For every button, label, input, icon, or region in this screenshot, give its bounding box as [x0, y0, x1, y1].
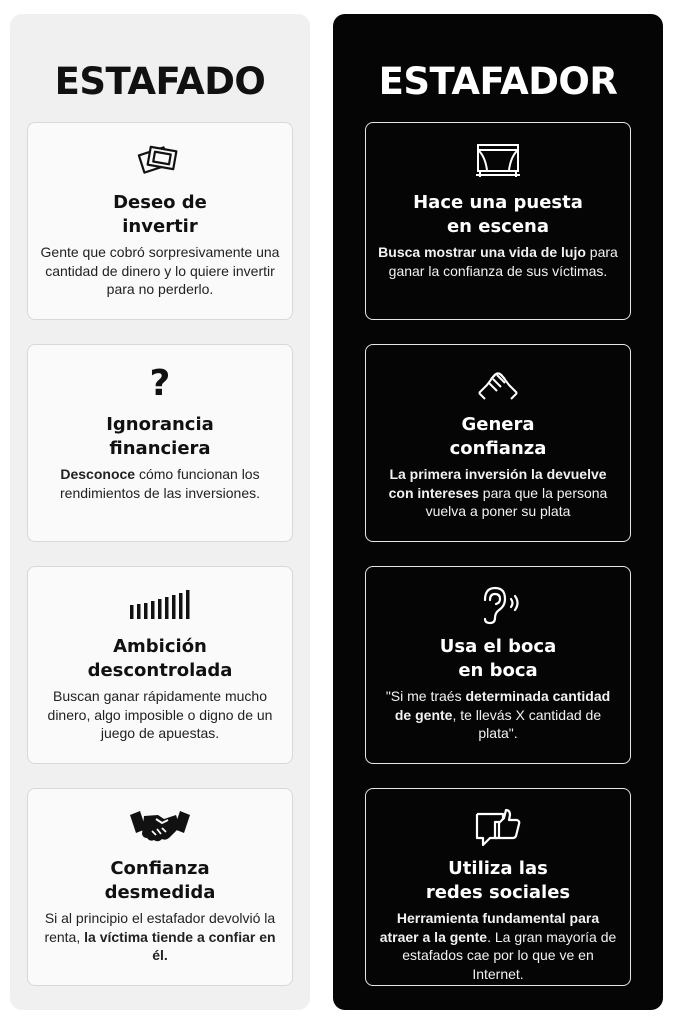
- card-puesta-en-escena: [365, 122, 631, 320]
- description-text: para ganar la confianza de sus víctimas.: [388, 244, 618, 279]
- card-title: Genera confianza: [449, 414, 547, 459]
- emphasis-text: Busca mostrar una vida de lujo: [378, 244, 586, 260]
- victim-column: [10, 14, 310, 1010]
- rising-bars-icon: [28, 585, 292, 625]
- card-title: Utiliza las redes sociales: [425, 858, 571, 903]
- card-title: Confianza desmedida: [104, 858, 216, 903]
- card-description: [38, 687, 282, 743]
- column-title-estafador: ESTAFADOR: [378, 60, 618, 103]
- money-bills-icon: [28, 141, 292, 181]
- description-text: . La gran mayoría de estafados cae por lo que ve en Internet.: [402, 928, 617, 982]
- card-description: [376, 465, 620, 521]
- card-title: Hace una puesta en escena: [413, 192, 583, 237]
- card-deseo-de-invertir: [27, 122, 293, 320]
- emphasis-text: Desconoce: [60, 466, 136, 482]
- description-text: cómo funcionan los rendimientos de las inversiones.: [60, 466, 260, 501]
- ear-sound-icon: [366, 585, 630, 625]
- card-description: [38, 909, 282, 965]
- thumbs-up-chat-icon: [366, 807, 630, 847]
- card-ignorancia-financiera: [27, 344, 293, 542]
- card-description: [376, 243, 620, 280]
- question-mark-icon: [28, 363, 292, 403]
- description-text: , te llevás X cantidad de plata".: [452, 706, 602, 741]
- handshake-icon: [28, 807, 292, 847]
- description-text: "Si me traés: [385, 688, 466, 704]
- card-confianza-desmedida: [27, 788, 293, 986]
- card-description: [38, 243, 282, 299]
- stage-curtain-icon: [366, 141, 630, 181]
- card-title: Ignorancia financiera: [106, 414, 214, 459]
- svg-text:?: ?: [149, 363, 171, 403]
- clasped-hands-icon: [366, 363, 630, 403]
- card-title: Usa el boca en boca: [439, 636, 557, 681]
- card-redes-sociales: [365, 788, 631, 986]
- card-title: Ambición descontrolada: [87, 636, 233, 681]
- emphasis-text: La primera inversión la devuelve con intereses: [388, 466, 607, 501]
- column-title-estafado: ESTAFADO: [54, 60, 266, 103]
- emphasis-text: la víctima tiende a confiar en él.: [84, 928, 276, 963]
- card-description: [376, 687, 620, 743]
- card-description: [376, 909, 620, 983]
- card-genera-confianza: [365, 344, 631, 542]
- card-description: [38, 465, 282, 502]
- description-text: Si al principio el estafador devolvió la renta,: [44, 910, 276, 945]
- card-ambicion-descontrolada: [27, 566, 293, 764]
- scammer-column: [333, 14, 663, 1010]
- description-text: Gente que cobró sorpresivamente una cantidad de dinero y lo quiere invertir para no perderlo.: [40, 244, 280, 297]
- description-text: Buscan ganar rápidamente mucho dinero, algo imposible o digno de un juego de apuestas.: [47, 688, 273, 741]
- description-text: para que la persona vuelva a poner su plata: [425, 484, 608, 519]
- emphasis-text: Herramienta fundamental para atraer a la gente: [379, 910, 600, 945]
- card-boca-en-boca: [365, 566, 631, 764]
- emphasis-text: determinada cantidad de gente: [394, 688, 611, 723]
- card-title: Deseo de invertir: [113, 192, 207, 237]
